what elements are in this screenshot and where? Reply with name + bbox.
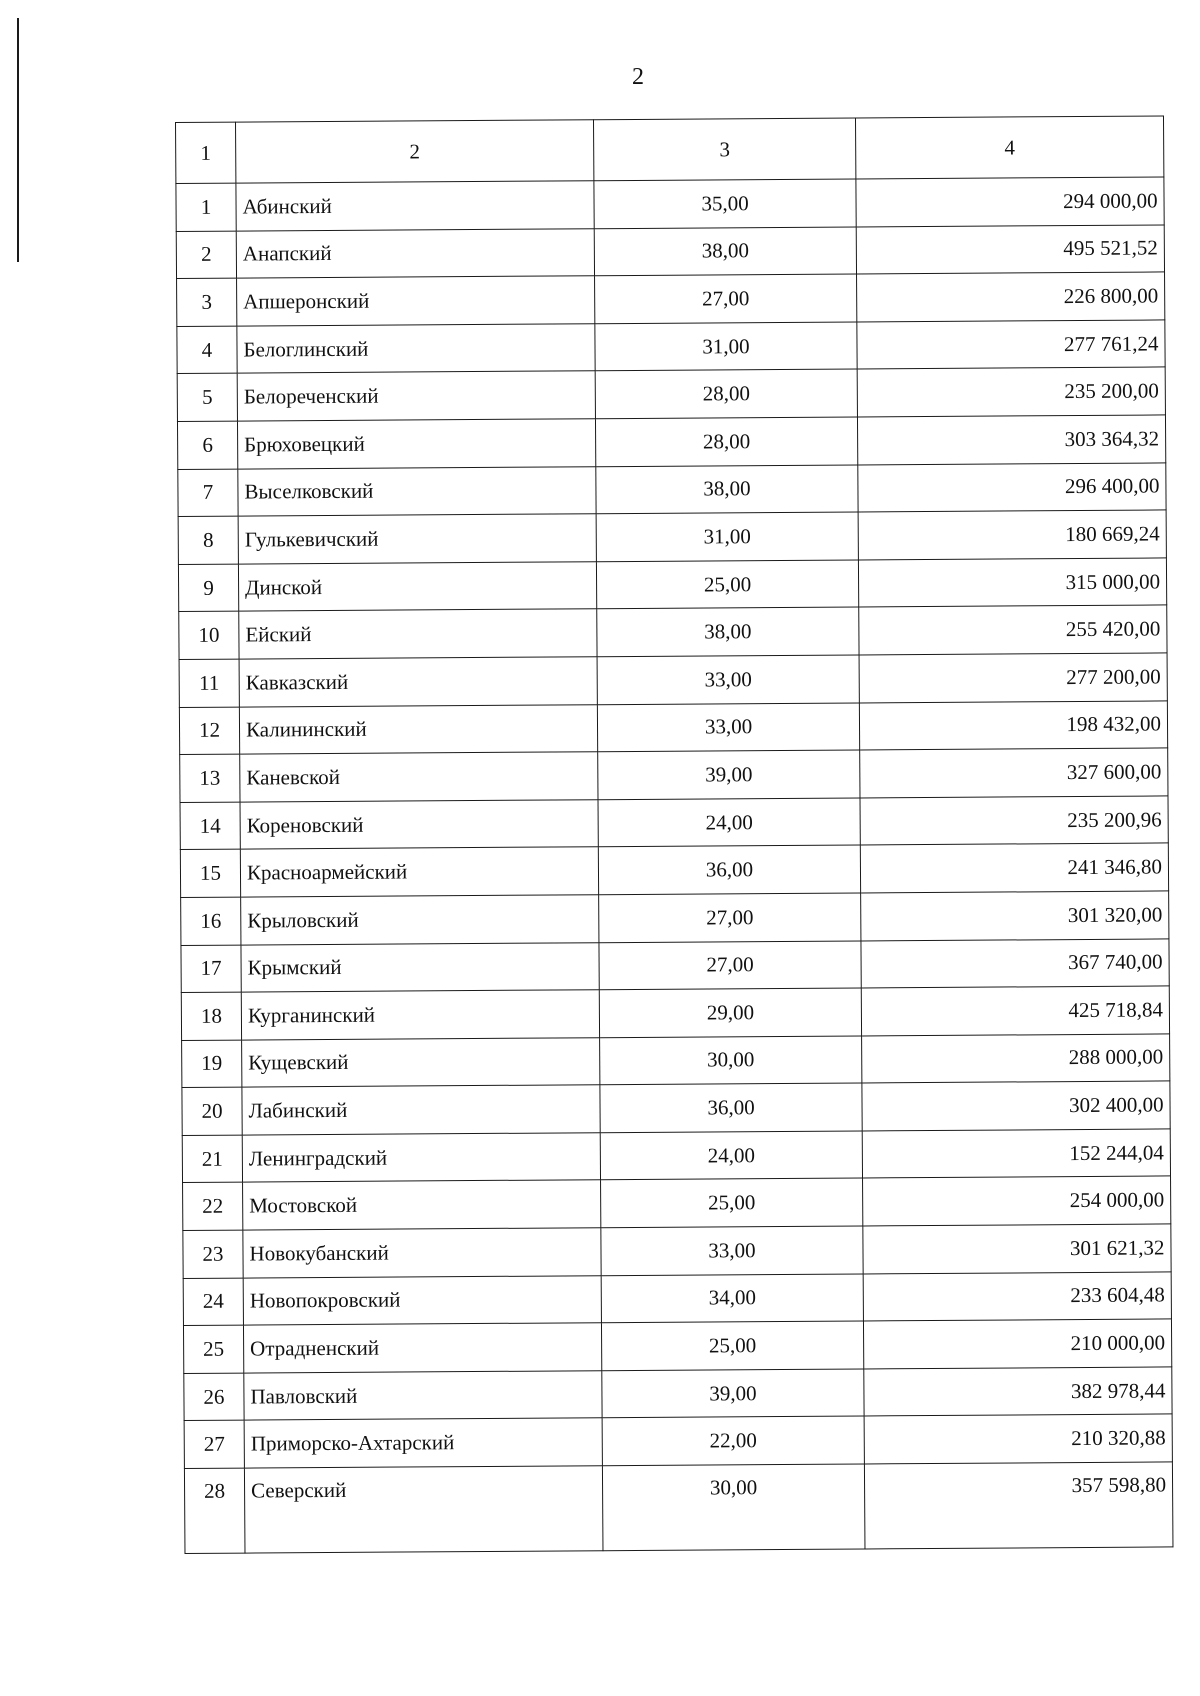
column-4-value-cell: 152 244,04 — [862, 1129, 1170, 1179]
district-name-cell: Северский — [244, 1466, 603, 1553]
row-number-cell: 15 — [180, 849, 240, 897]
district-name-cell: Калининский — [239, 704, 597, 754]
district-name-cell: Кущевский — [242, 1037, 600, 1087]
row-number-cell: 27 — [184, 1421, 244, 1469]
column-3-value-cell: 33,00 — [601, 1226, 863, 1275]
column-3-value-cell: 36,00 — [600, 1083, 862, 1132]
column-3-value-cell: 30,00 — [602, 1464, 865, 1551]
district-name-cell: Приморско-Ахтарский — [244, 1418, 602, 1468]
table-row — [180, 843, 1168, 897]
table-row — [176, 177, 1164, 231]
column-3-value-cell: 31,00 — [595, 322, 857, 371]
row-number-cell: 7 — [178, 469, 238, 517]
column-4-value-cell: 235 200,96 — [860, 796, 1168, 846]
table-row — [183, 1272, 1171, 1326]
column-3-value-cell: 35,00 — [594, 179, 856, 228]
column-4-value-cell: 294 000,00 — [856, 177, 1164, 227]
district-name-cell: Анапский — [236, 228, 594, 278]
district-name-cell: Новокубанский — [243, 1228, 601, 1278]
district-name-cell: Крыловский — [241, 895, 599, 945]
table-body — [176, 116, 1173, 1554]
district-name-cell: Лабинский — [242, 1085, 600, 1135]
header-cell-3: 3 — [593, 118, 855, 181]
table-row — [179, 653, 1167, 707]
table-row — [177, 367, 1165, 421]
table-row — [183, 1319, 1171, 1373]
row-number-cell: 20 — [182, 1087, 242, 1135]
row-number-cell: 1 — [176, 183, 236, 231]
column-3-value-cell: 25,00 — [596, 560, 858, 609]
column-4-value-cell: 296 400,00 — [858, 462, 1166, 512]
row-number-cell: 14 — [180, 802, 240, 850]
district-name-cell: Красноармейский — [240, 847, 598, 897]
column-3-value-cell: 38,00 — [594, 227, 856, 276]
column-3-value-cell: 34,00 — [601, 1274, 863, 1323]
column-3-value-cell: 39,00 — [602, 1369, 864, 1418]
row-number-cell: 21 — [182, 1135, 242, 1183]
column-4-value-cell: 277 761,24 — [857, 320, 1165, 370]
row-number-cell: 16 — [181, 897, 241, 945]
column-4-value-cell: 315 000,00 — [858, 558, 1166, 608]
column-3-value-cell: 38,00 — [597, 607, 859, 656]
column-4-value-cell: 357 598,80 — [864, 1462, 1173, 1549]
column-3-value-cell: 31,00 — [596, 512, 858, 561]
row-number-cell: 18 — [181, 992, 241, 1040]
column-4-value-cell: 235 200,00 — [857, 367, 1165, 417]
row-number-cell: 28 — [184, 1468, 245, 1553]
column-4-value-cell: 198 432,00 — [859, 700, 1167, 750]
table-row — [177, 272, 1165, 326]
table-row — [178, 510, 1166, 564]
district-name-cell: Динской — [238, 561, 596, 611]
row-number-cell: 4 — [177, 326, 237, 374]
table-row — [184, 1462, 1173, 1554]
row-number-cell: 2 — [176, 231, 236, 279]
page-number: 2 — [632, 64, 644, 90]
district-name-cell: Гулькевичский — [238, 514, 596, 564]
header-cell-1: 1 — [176, 122, 236, 183]
column-4-value-cell: 327 600,00 — [860, 748, 1168, 798]
table-row — [182, 1081, 1170, 1135]
table-row — [179, 700, 1167, 754]
district-name-cell: Мостовской — [243, 1180, 601, 1230]
table-row — [184, 1367, 1172, 1421]
row-number-cell: 26 — [184, 1373, 244, 1421]
district-name-cell: Выселковский — [238, 466, 596, 516]
column-4-value-cell: 302 400,00 — [862, 1081, 1170, 1131]
row-number-cell: 13 — [180, 754, 240, 802]
column-4-value-cell: 226 800,00 — [857, 272, 1165, 322]
district-name-cell: Апшеронский — [237, 276, 595, 326]
row-number-cell: 22 — [183, 1183, 243, 1231]
row-number-cell: 12 — [179, 707, 239, 755]
column-4-value-cell: 495 521,52 — [856, 225, 1164, 275]
column-3-value-cell: 24,00 — [598, 798, 860, 847]
column-3-value-cell: 27,00 — [595, 274, 857, 323]
column-3-value-cell: 36,00 — [598, 845, 860, 894]
column-4-value-cell: 425 718,84 — [861, 986, 1169, 1036]
table-row — [183, 1224, 1171, 1278]
table-row — [180, 748, 1168, 802]
column-4-value-cell: 301 621,32 — [863, 1224, 1171, 1274]
column-3-value-cell: 27,00 — [599, 940, 861, 989]
column-4-value-cell: 288 000,00 — [862, 1034, 1170, 1084]
column-3-value-cell: 22,00 — [602, 1416, 864, 1465]
district-name-cell: Брюховецкий — [237, 419, 595, 469]
table-row — [178, 558, 1166, 612]
district-name-cell: Кавказский — [239, 657, 597, 707]
column-4-value-cell: 303 364,32 — [857, 415, 1165, 465]
column-4-value-cell: 254 000,00 — [863, 1176, 1171, 1226]
district-name-cell: Отрадненский — [243, 1323, 601, 1373]
row-number-cell: 17 — [181, 945, 241, 993]
row-number-cell: 8 — [178, 516, 238, 564]
data-table — [175, 115, 1173, 1554]
district-name-cell: Ленинградский — [242, 1133, 600, 1183]
table-row — [181, 938, 1169, 992]
district-name-cell: Кореновский — [240, 799, 598, 849]
district-name-cell: Белореченский — [237, 371, 595, 421]
column-3-value-cell: 28,00 — [595, 417, 857, 466]
column-3-value-cell: 27,00 — [599, 893, 861, 942]
column-4-value-cell: 233 604,48 — [863, 1272, 1171, 1322]
district-name-cell: Белоглинский — [237, 324, 595, 374]
column-4-value-cell: 382 978,44 — [864, 1367, 1172, 1417]
column-4-value-cell: 180 669,24 — [858, 510, 1166, 560]
row-number-cell: 9 — [178, 564, 238, 612]
row-number-cell: 11 — [179, 659, 239, 707]
column-4-value-cell: 241 346,80 — [860, 843, 1168, 893]
column-4-value-cell: 255 420,00 — [859, 605, 1167, 655]
table-row — [177, 320, 1165, 374]
row-number-cell: 24 — [183, 1278, 243, 1326]
column-4-value-cell: 210 320,88 — [864, 1414, 1172, 1464]
column-4-value-cell: 301 320,00 — [861, 891, 1169, 941]
column-4-value-cell: 277 200,00 — [859, 653, 1167, 703]
row-number-cell: 3 — [177, 278, 237, 326]
header-cell-2: 2 — [236, 120, 594, 183]
row-number-cell: 6 — [177, 421, 237, 469]
column-3-value-cell: 25,00 — [601, 1321, 863, 1370]
table-row — [182, 1034, 1170, 1088]
column-3-value-cell: 28,00 — [595, 369, 857, 418]
row-number-cell: 19 — [182, 1040, 242, 1088]
column-4-value-cell: 367 740,00 — [861, 938, 1169, 988]
column-3-value-cell: 39,00 — [598, 750, 860, 799]
district-name-cell: Крымский — [241, 942, 599, 992]
table-row — [182, 1129, 1170, 1183]
table-row — [181, 986, 1169, 1040]
district-name-cell: Ейский — [239, 609, 597, 659]
district-name-cell: Новопокровский — [243, 1275, 601, 1325]
district-name-cell: Павловский — [244, 1371, 602, 1421]
row-number-cell: 10 — [179, 611, 239, 659]
column-3-value-cell: 30,00 — [600, 1036, 862, 1085]
table-row — [177, 415, 1165, 469]
district-name-cell: Курганинский — [241, 990, 599, 1040]
column-3-value-cell: 38,00 — [596, 465, 858, 514]
table-row — [176, 225, 1164, 279]
table-container — [175, 115, 1172, 1554]
table-row — [180, 796, 1168, 850]
header-cell-4: 4 — [855, 116, 1163, 179]
column-3-value-cell: 25,00 — [601, 1178, 863, 1227]
table-row — [181, 891, 1169, 945]
row-number-cell: 23 — [183, 1230, 243, 1278]
table-row — [179, 605, 1167, 659]
table-row — [183, 1176, 1171, 1230]
table-row — [184, 1414, 1172, 1468]
scan-margin-line — [17, 18, 19, 262]
district-name-cell: Абинский — [236, 181, 594, 231]
row-number-cell: 5 — [177, 373, 237, 421]
column-4-value-cell: 210 000,00 — [863, 1319, 1171, 1369]
column-3-value-cell: 24,00 — [600, 1131, 862, 1180]
column-3-value-cell: 33,00 — [597, 703, 859, 752]
column-3-value-cell: 29,00 — [599, 988, 861, 1037]
district-name-cell: Каневской — [240, 752, 598, 802]
table-row — [178, 462, 1166, 516]
table-header-row — [176, 116, 1164, 184]
row-number-cell: 25 — [183, 1325, 243, 1373]
column-3-value-cell: 33,00 — [597, 655, 859, 704]
